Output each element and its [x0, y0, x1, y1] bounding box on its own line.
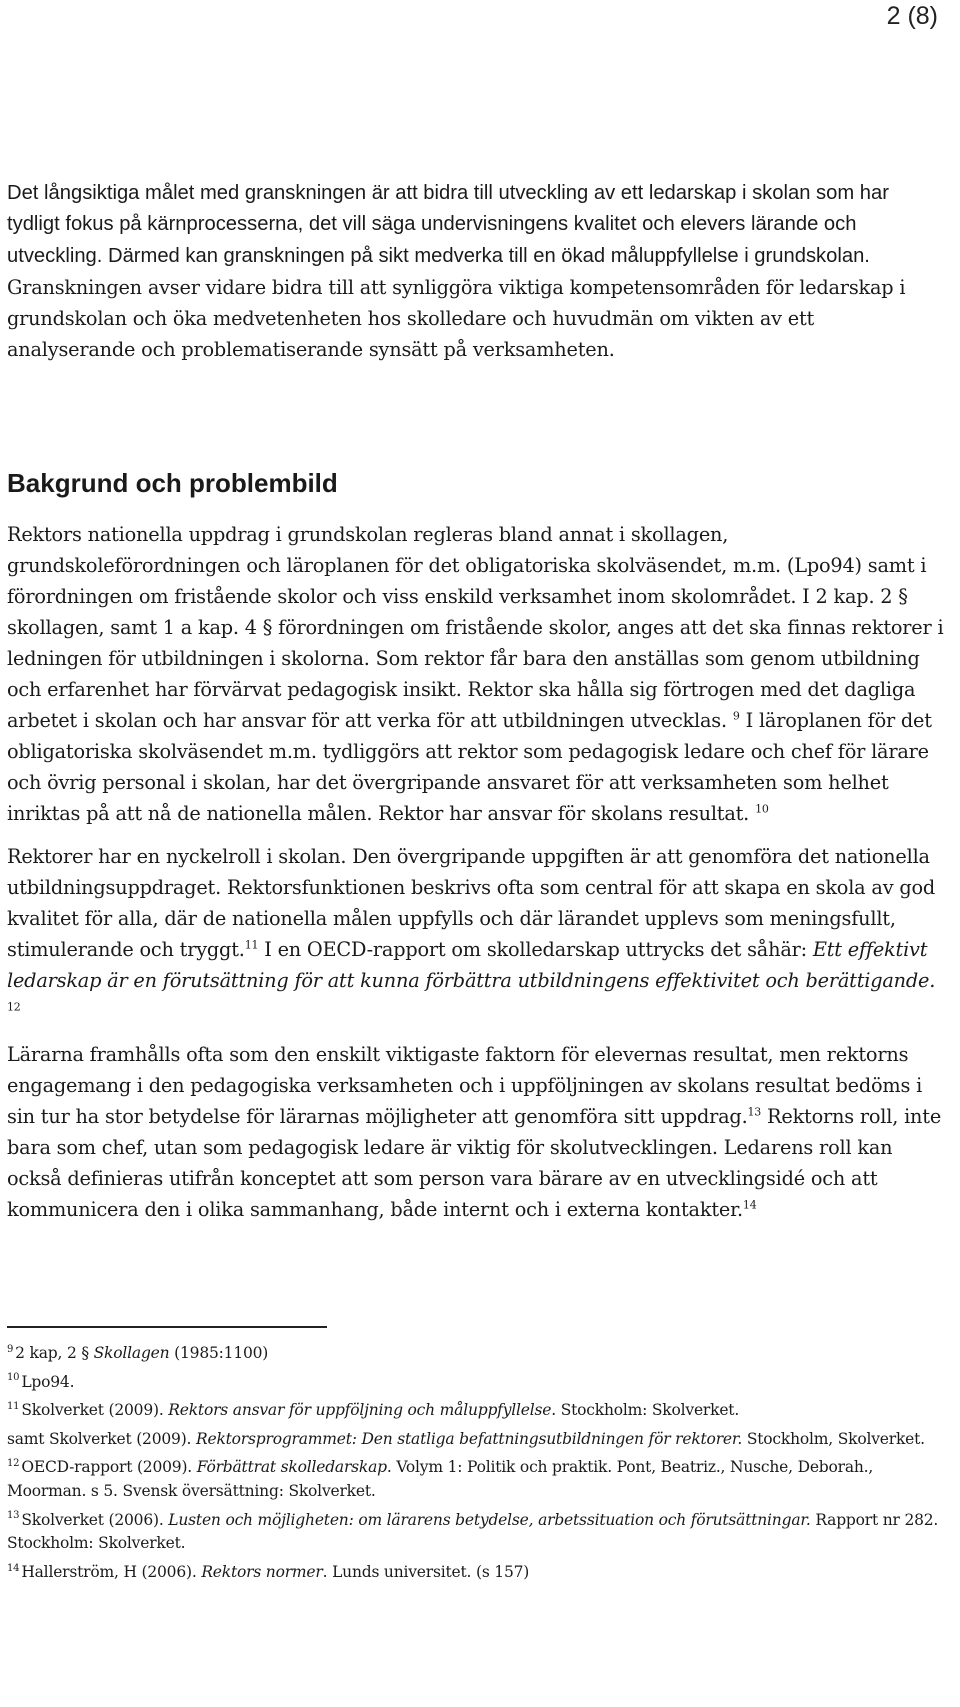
footnote-12: $^{12}$ OECD-rapport (2009). Förbättrat skolledarskap. Volym 1: Politik och praktik. Pont, Beatriz., Nusche, Deborah., Moorman. s 5. Svensk översättning: Skolverket.: [7, 1458, 874, 1500]
intro-paragraph: [7, 178, 947, 365]
body-paragraph-2: [7, 841, 947, 1027]
body-paragraph-3: [7, 1039, 947, 1225]
p2-text-b: I en OECD-rapport om skolledarskap uttrycks det såhär:: [258, 938, 813, 961]
p3-text-a: Lärarna framhålls ofta som den enskilt viktigaste faktorn för elevernas resultat, men rektorns engagemang i den pedagogiska verksamheten och i uppföljningen av skolans resultat bedöms i sin tur ha stor betydelse för lärarnas möjligheter att genomföra sitt uppdrag.: [7, 1043, 923, 1128]
page-number: 2 (8): [886, 2, 938, 30]
p2-text-a: Rektorer har en nyckelroll i skolan. Den övergripande uppgiften är att genomföra det nationella utbildningsuppdraget. Rektorsfunktionen beskrivs ofta som central för att skapa en skola av god kvalitet för alla, där de nationella målen uppfylls och där lärandet upplevs som meningsfullt, stimulerande och tryggt.: [7, 845, 936, 961]
footnotes: [7, 1342, 942, 1589]
footnote-ref-11[interactable]: 11: [244, 938, 259, 952]
section-heading: Bakgrund och problembild: [7, 468, 338, 498]
p3-text-b: Rektorns roll, inte bara som chef, utan som pedagogisk ledare är viktig för skolutvecklingen. Ledarens roll kan också definieras utifrån konceptet att som person vara bärare av en utvecklingsidé och att kommunicera den i olika sammanhang, både internt och i externa kontakter.: [7, 1105, 942, 1221]
p1-text-a: Rektors nationella uppdrag i grundskolan regleras bland annat i skollagen, grundskoleförordningen och läroplanen för det obligatoriska skolväsendet, m.m. (Lpo94) samt i förordningen om fristående skolor och viss enskild verksamhet inom skolområdet. I 2 kap. 2 § skollagen, samt 1 a kap. 4 § förordningen om fristående skolor, anges att det ska finnas rektorer i ledningen för utbildningen i skolorna. Som rektor får bara den anställas som genom utbildning och erfarenhet har förvärvat pedagogisk insikt. Rektor ska hålla sig förtrogen med det dagliga arbetet i skolan och har ansvar för att verka för att utbildningen utvecklas.: [7, 523, 944, 732]
footnote-ref-9[interactable]: 9: [732, 709, 740, 723]
body-paragraph-1: [7, 519, 947, 829]
footnote-ref-12[interactable]: 12: [7, 1000, 21, 1014]
footnote-10: $^{10}$ Lpo94.: [7, 1372, 75, 1391]
footnote-ref-10[interactable]: 10: [755, 802, 769, 816]
p1-text-b: I läroplanen för det obligatoriska skolväsendet m.m. tydliggörs att rektor som pedagogisk ledare och chef för lärare och övrig personal i skolan, har det övergripande ansvaret för att verksamheten som helhet inriktas på att nå de nationella målen. Rektor har ansvar för skolans resultat.: [7, 709, 932, 825]
main-content: [7, 178, 947, 1225]
footnote-9: $^9$ 2 kap, 2 § Skollagen (1985:1100): [7, 1343, 269, 1362]
footnote-11-continued: samt Skolverket (2009). Rektorsprogrammet: Den statliga befattningsutbildningen för rektorer. Stockholm, Skolverket.: [7, 1429, 925, 1448]
footnote-ref-14[interactable]: 14: [742, 1198, 757, 1212]
p2-quote: Ett effektivt ledarskap är en förutsättning för att kunna förbättra utbildningens effektivitet och berättigande.: [7, 938, 936, 992]
footnote-ref-13[interactable]: 13: [747, 1105, 762, 1119]
footnote-11: $^{11}$ Skolverket (2009). Rektors ansvar för uppföljning och måluppfyllelse. Stockholm: Skolverket.: [7, 1401, 740, 1420]
intro-text-sans: Det långsiktiga målet med granskningen är att bidra till utveckling av ett ledarskap i skolan som har tydligt fokus på kärnprocesserna, det vill säga undervisningens kvalitet och elevers lärande och utveckling. Därmed kan granskningen på sikt medverka till en ökad måluppfyllelse i grundskolan.: [7, 182, 889, 267]
footnote-13: $^{13}$ Skolverket (2006). Lusten och möjligheten: om lärarens betydelse, arbetssituation och förutsättningar. Rapport nr 282. Stockholm: Skolverket.: [7, 1510, 939, 1553]
footnote-divider: [7, 1326, 327, 1328]
footnote-14: $^{14}$ Hallerström, H (2006). Rektors normer. Lunds universitet. (s 157): [7, 1562, 530, 1581]
intro-text-serif: Granskningen avser vidare bidra till att synliggöra viktiga kompetensområden för ledarskap i grundskolan och öka medvetenheten hos skolledare och huvudmän om vikten av ett analyserande och problematiserande synsätt på verksamheten.: [7, 276, 906, 361]
